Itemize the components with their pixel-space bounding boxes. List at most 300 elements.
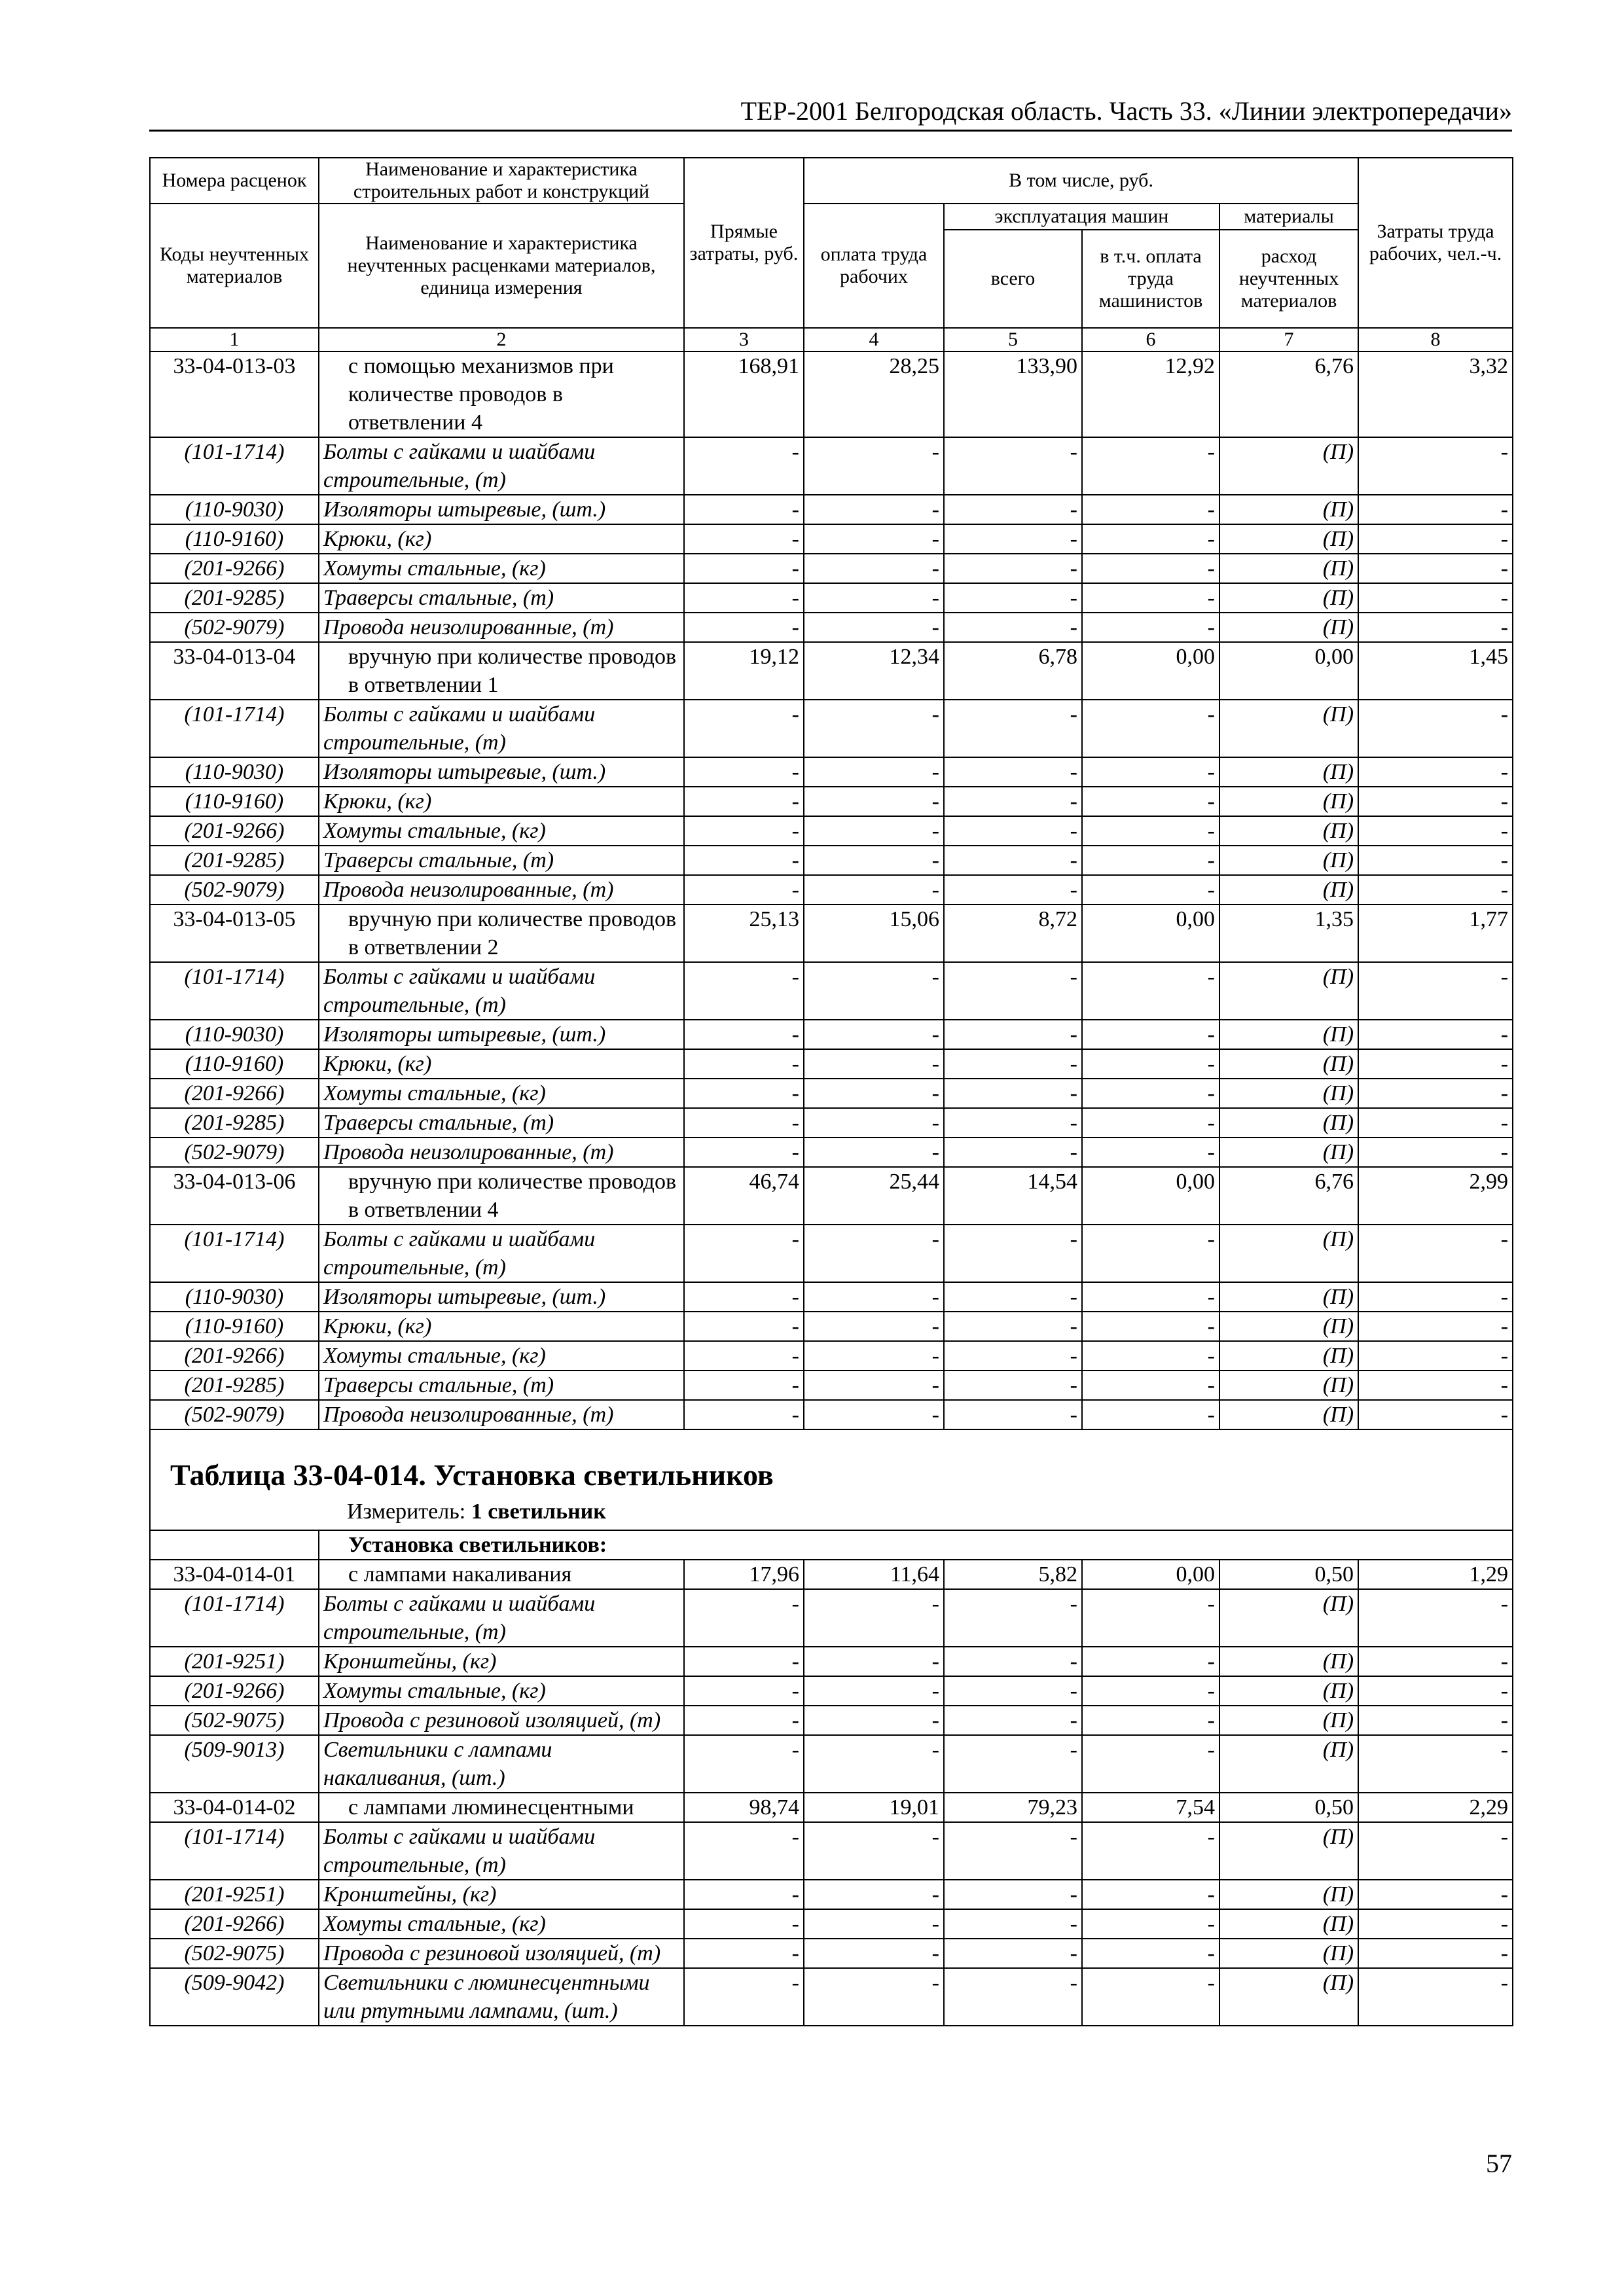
material-mark: (П) bbox=[1219, 524, 1358, 554]
material-mark: (П) bbox=[1219, 1282, 1358, 1312]
dash-placeholder: - bbox=[804, 1079, 944, 1108]
head-labor: Затраты труда рабочих, чел.-ч. bbox=[1358, 158, 1513, 328]
dash-placeholder: - bbox=[1358, 583, 1513, 613]
col-num: 2 bbox=[319, 328, 684, 351]
material-row bbox=[150, 554, 1513, 583]
dash-placeholder: - bbox=[684, 846, 804, 875]
dash-placeholder: - bbox=[1358, 1735, 1513, 1793]
dash-placeholder: - bbox=[1358, 787, 1513, 816]
dash-placeholder: - bbox=[684, 583, 804, 613]
rate-row bbox=[150, 1167, 1513, 1225]
rate-name: с помощью механизмов при количестве проводов в ответвлении 4 bbox=[319, 351, 684, 437]
material-mark: (П) bbox=[1219, 787, 1358, 816]
dash-placeholder: - bbox=[944, 495, 1082, 524]
dash-placeholder: - bbox=[1082, 1735, 1219, 1793]
material-row bbox=[150, 437, 1513, 495]
dash-placeholder: - bbox=[944, 700, 1082, 757]
material-name: Провода неизолированные, (т) bbox=[319, 613, 684, 642]
dash-placeholder: - bbox=[684, 1341, 804, 1371]
dash-placeholder: - bbox=[804, 1049, 944, 1079]
dash-placeholder: - bbox=[804, 1939, 944, 1968]
dash-placeholder: - bbox=[1082, 1312, 1219, 1341]
machines-cost: 14,54 bbox=[944, 1167, 1082, 1225]
material-row bbox=[150, 1312, 1513, 1341]
material-code: (201-9285) bbox=[150, 846, 319, 875]
material-row bbox=[150, 613, 1513, 642]
material-row bbox=[150, 1079, 1513, 1108]
dash-placeholder: - bbox=[684, 1400, 804, 1429]
head-name-mats: Наименование и характеристика неучтенных расценками материалов, единица измерения bbox=[319, 204, 684, 328]
dash-placeholder: - bbox=[944, 962, 1082, 1020]
dash-placeholder: - bbox=[1082, 757, 1219, 787]
col-num: 7 bbox=[1219, 328, 1358, 351]
dash-placeholder: - bbox=[1082, 1282, 1219, 1312]
material-code: (201-9266) bbox=[150, 816, 319, 846]
head-mat-usage: расход неучтенных материалов bbox=[1219, 230, 1358, 328]
dash-placeholder: - bbox=[1358, 1341, 1513, 1371]
head-total: всего bbox=[944, 230, 1082, 328]
dash-placeholder: - bbox=[1358, 1312, 1513, 1341]
material-row bbox=[150, 1371, 1513, 1400]
dash-placeholder: - bbox=[1358, 1079, 1513, 1108]
dash-placeholder: - bbox=[944, 875, 1082, 905]
rate-row bbox=[150, 905, 1513, 962]
dash-placeholder: - bbox=[804, 1312, 944, 1341]
dash-placeholder: - bbox=[1358, 757, 1513, 787]
material-code: (110-9030) bbox=[150, 757, 319, 787]
rate-code: 33-04-013-03 bbox=[150, 351, 319, 437]
material-row bbox=[150, 1225, 1513, 1282]
material-row bbox=[150, 1676, 1513, 1706]
dash-placeholder: - bbox=[944, 1020, 1082, 1049]
dash-placeholder: - bbox=[1082, 1108, 1219, 1138]
material-code: (110-9160) bbox=[150, 787, 319, 816]
dash-placeholder: - bbox=[1358, 816, 1513, 846]
materials-cost: 6,76 bbox=[1219, 351, 1358, 437]
measure-label: Измеритель: bbox=[347, 1499, 466, 1524]
dash-placeholder: - bbox=[944, 1049, 1082, 1079]
dash-placeholder: - bbox=[1082, 1939, 1219, 1968]
material-mark: (П) bbox=[1219, 1312, 1358, 1341]
col-num: 6 bbox=[1082, 328, 1219, 351]
material-row bbox=[150, 1968, 1513, 2026]
col-num: 4 bbox=[804, 328, 944, 351]
dash-placeholder: - bbox=[804, 1676, 944, 1706]
material-code: (502-9079) bbox=[150, 875, 319, 905]
wages-cost: 15,06 bbox=[804, 905, 944, 962]
labor-cost: 1,29 bbox=[1358, 1560, 1513, 1589]
material-mark: (П) bbox=[1219, 846, 1358, 875]
header-rule bbox=[149, 130, 1512, 132]
dash-placeholder: - bbox=[684, 1676, 804, 1706]
dash-placeholder: - bbox=[684, 1880, 804, 1909]
dash-placeholder: - bbox=[944, 1706, 1082, 1735]
wages-cost: 28,25 bbox=[804, 351, 944, 437]
dash-placeholder: - bbox=[1358, 1589, 1513, 1647]
dash-placeholder: - bbox=[684, 613, 804, 642]
material-mark: (П) bbox=[1219, 1020, 1358, 1049]
dash-placeholder: - bbox=[1358, 1822, 1513, 1880]
dash-placeholder: - bbox=[944, 1968, 1082, 2026]
dash-placeholder: - bbox=[1358, 613, 1513, 642]
dash-placeholder: - bbox=[1082, 583, 1219, 613]
section-subheading: Установка светильников: bbox=[319, 1530, 1513, 1560]
rate-name: вручную при количестве проводов в ответвлении 2 bbox=[319, 905, 684, 962]
dash-placeholder: - bbox=[804, 1909, 944, 1939]
dash-placeholder: - bbox=[804, 554, 944, 583]
material-name: Светильники с лампами накаливания, (шт.) bbox=[319, 1735, 684, 1793]
dash-placeholder: - bbox=[1082, 1968, 1219, 2026]
dash-placeholder: - bbox=[684, 787, 804, 816]
material-mark: (П) bbox=[1219, 1880, 1358, 1909]
rate-row bbox=[150, 1793, 1513, 1822]
dash-placeholder: - bbox=[1358, 495, 1513, 524]
dash-placeholder: - bbox=[804, 1706, 944, 1735]
material-code: (502-9075) bbox=[150, 1706, 319, 1735]
material-name: Провода с резиновой изоляцией, (т) bbox=[319, 1939, 684, 1968]
labor-cost: 3,32 bbox=[1358, 351, 1513, 437]
col-num: 5 bbox=[944, 328, 1082, 351]
dash-placeholder: - bbox=[804, 1020, 944, 1049]
head-wages: оплата труда рабочих bbox=[804, 204, 944, 328]
material-row bbox=[150, 787, 1513, 816]
material-row bbox=[150, 1880, 1513, 1909]
material-mark: (П) bbox=[1219, 1822, 1358, 1880]
mach-wages-cost: 0,00 bbox=[1082, 905, 1219, 962]
material-mark: (П) bbox=[1219, 1108, 1358, 1138]
rate-name: с лампами люминесцентными bbox=[319, 1793, 684, 1822]
material-row bbox=[150, 495, 1513, 524]
material-code: (201-9266) bbox=[150, 1079, 319, 1108]
head-codes: Коды неучтенных материалов bbox=[150, 204, 319, 328]
material-name: Провода с резиновой изоляцией, (т) bbox=[319, 1706, 684, 1735]
table-body-014 bbox=[150, 1560, 1513, 2026]
material-mark: (П) bbox=[1219, 1735, 1358, 1793]
wages-cost: 25,44 bbox=[804, 1167, 944, 1225]
dash-placeholder: - bbox=[684, 816, 804, 846]
head-name-works: Наименование и характеристика строительных работ и конструкций bbox=[319, 158, 684, 204]
dash-placeholder: - bbox=[804, 757, 944, 787]
material-code: (201-9285) bbox=[150, 1371, 319, 1400]
col-num: 3 bbox=[684, 328, 804, 351]
dash-placeholder: - bbox=[1358, 1968, 1513, 2026]
dash-placeholder: - bbox=[1082, 437, 1219, 495]
material-code: (110-9160) bbox=[150, 1049, 319, 1079]
head-materials: материалы bbox=[1219, 204, 1358, 230]
dash-placeholder: - bbox=[684, 1371, 804, 1400]
dash-placeholder: - bbox=[1358, 1371, 1513, 1400]
material-name: Болты с гайками и шайбами строительные, (т) bbox=[319, 1589, 684, 1647]
rate-row bbox=[150, 1560, 1513, 1589]
machines-cost: 133,90 bbox=[944, 351, 1082, 437]
machines-cost: 79,23 bbox=[944, 1793, 1082, 1822]
dash-placeholder: - bbox=[684, 757, 804, 787]
material-name: Хомуты стальные, (кг) bbox=[319, 1909, 684, 1939]
material-code: (502-9079) bbox=[150, 1400, 319, 1429]
material-name: Провода неизолированные, (т) bbox=[319, 875, 684, 905]
machines-cost: 8,72 bbox=[944, 905, 1082, 962]
material-name: Траверсы стальные, (т) bbox=[319, 1371, 684, 1400]
wages-cost: 12,34 bbox=[804, 642, 944, 700]
dash-placeholder: - bbox=[944, 1282, 1082, 1312]
material-name: Светильники с люминесцентными или ртутными лампами, (шт.) bbox=[319, 1968, 684, 2026]
dash-placeholder: - bbox=[944, 437, 1082, 495]
dash-placeholder: - bbox=[684, 1049, 804, 1079]
dash-placeholder: - bbox=[944, 1138, 1082, 1167]
dash-placeholder: - bbox=[1358, 1880, 1513, 1909]
material-mark: (П) bbox=[1219, 1676, 1358, 1706]
material-row bbox=[150, 1939, 1513, 1968]
material-row bbox=[150, 1108, 1513, 1138]
dash-placeholder: - bbox=[804, 816, 944, 846]
page-number: 57 bbox=[1486, 2149, 1512, 2178]
material-row bbox=[150, 757, 1513, 787]
material-row bbox=[150, 1138, 1513, 1167]
dash-placeholder: - bbox=[804, 1968, 944, 2026]
dash-placeholder: - bbox=[1358, 700, 1513, 757]
material-code: (101-1714) bbox=[150, 700, 319, 757]
rate-code: 33-04-014-01 bbox=[150, 1560, 319, 1589]
dash-placeholder: - bbox=[804, 1138, 944, 1167]
dash-placeholder: - bbox=[1358, 1400, 1513, 1429]
material-mark: (П) bbox=[1219, 1647, 1358, 1676]
head-nums-rates: Номера расценок bbox=[150, 158, 319, 204]
dash-placeholder: - bbox=[1082, 846, 1219, 875]
wages-cost: 11,64 bbox=[804, 1560, 944, 1589]
dash-placeholder: - bbox=[1082, 1138, 1219, 1167]
dash-placeholder: - bbox=[804, 846, 944, 875]
dash-placeholder: - bbox=[1082, 613, 1219, 642]
dash-placeholder: - bbox=[1082, 816, 1219, 846]
dash-placeholder: - bbox=[804, 524, 944, 554]
material-row bbox=[150, 1049, 1513, 1079]
dash-placeholder: - bbox=[684, 495, 804, 524]
dash-placeholder: - bbox=[1082, 1341, 1219, 1371]
rate-name: вручную при количестве проводов в ответвлении 4 bbox=[319, 1167, 684, 1225]
dash-placeholder: - bbox=[684, 1822, 804, 1880]
dash-placeholder: - bbox=[944, 816, 1082, 846]
dash-placeholder: - bbox=[1082, 1706, 1219, 1735]
material-name: Болты с гайками и шайбами строительные, (т) bbox=[319, 437, 684, 495]
material-mark: (П) bbox=[1219, 554, 1358, 583]
material-row bbox=[150, 1706, 1513, 1735]
dash-placeholder: - bbox=[804, 1822, 944, 1880]
material-mark: (П) bbox=[1219, 1968, 1358, 2026]
material-row bbox=[150, 1735, 1513, 1793]
material-row bbox=[150, 875, 1513, 905]
materials-cost: 0,50 bbox=[1219, 1793, 1358, 1822]
dash-placeholder: - bbox=[944, 1589, 1082, 1647]
dash-placeholder: - bbox=[804, 495, 944, 524]
material-mark: (П) bbox=[1219, 1939, 1358, 1968]
material-mark: (П) bbox=[1219, 1400, 1358, 1429]
dash-placeholder: - bbox=[1358, 1676, 1513, 1706]
dash-placeholder: - bbox=[1358, 524, 1513, 554]
dash-placeholder: - bbox=[1358, 1909, 1513, 1939]
dash-placeholder: - bbox=[1082, 875, 1219, 905]
dash-placeholder: - bbox=[684, 700, 804, 757]
material-name: Крюки, (кг) bbox=[319, 1312, 684, 1341]
dash-placeholder: - bbox=[944, 524, 1082, 554]
material-name: Крюки, (кг) bbox=[319, 1049, 684, 1079]
dash-placeholder: - bbox=[684, 1939, 804, 1968]
material-code: (509-9042) bbox=[150, 1968, 319, 2026]
head-direct: Прямые затраты, руб. bbox=[684, 158, 804, 328]
material-name: Провода неизолированные, (т) bbox=[319, 1138, 684, 1167]
material-code: (110-9160) bbox=[150, 1312, 319, 1341]
dash-placeholder: - bbox=[804, 875, 944, 905]
dash-placeholder: - bbox=[804, 1341, 944, 1371]
dash-placeholder: - bbox=[804, 1880, 944, 1909]
dash-placeholder: - bbox=[684, 962, 804, 1020]
material-name: Болты с гайками и шайбами строительные, (т) bbox=[319, 962, 684, 1020]
dash-placeholder: - bbox=[684, 524, 804, 554]
dash-placeholder: - bbox=[684, 1282, 804, 1312]
dash-placeholder: - bbox=[944, 1108, 1082, 1138]
dash-placeholder: - bbox=[1358, 1049, 1513, 1079]
material-mark: (П) bbox=[1219, 1589, 1358, 1647]
material-code: (201-9266) bbox=[150, 554, 319, 583]
dash-placeholder: - bbox=[944, 1341, 1082, 1371]
material-row bbox=[150, 1341, 1513, 1371]
head-incl-mach: в т.ч. оплата труда машинистов bbox=[1082, 230, 1219, 328]
material-mark: (П) bbox=[1219, 700, 1358, 757]
table-body-013 bbox=[150, 351, 1513, 1429]
subheading-empty bbox=[150, 1530, 319, 1560]
dash-placeholder: - bbox=[944, 787, 1082, 816]
rate-row bbox=[150, 351, 1513, 437]
dash-placeholder: - bbox=[1082, 495, 1219, 524]
head-including: В том числе, руб. bbox=[804, 158, 1358, 204]
dash-placeholder: - bbox=[944, 1312, 1082, 1341]
material-name: Хомуты стальные, (кг) bbox=[319, 1079, 684, 1108]
rate-code: 33-04-013-05 bbox=[150, 905, 319, 962]
dash-placeholder: - bbox=[684, 1312, 804, 1341]
labor-cost: 2,99 bbox=[1358, 1167, 1513, 1225]
material-name: Крюки, (кг) bbox=[319, 787, 684, 816]
section-header bbox=[150, 1429, 1513, 1530]
materials-cost: 6,76 bbox=[1219, 1167, 1358, 1225]
material-row bbox=[150, 1909, 1513, 1939]
direct-cost: 46,74 bbox=[684, 1167, 804, 1225]
material-code: (110-9030) bbox=[150, 1020, 319, 1049]
material-name: Траверсы стальные, (т) bbox=[319, 846, 684, 875]
dash-placeholder: - bbox=[804, 1371, 944, 1400]
dash-placeholder: - bbox=[1082, 1880, 1219, 1909]
direct-cost: 19,12 bbox=[684, 642, 804, 700]
dash-placeholder: - bbox=[944, 846, 1082, 875]
material-row bbox=[150, 1400, 1513, 1429]
dash-placeholder: - bbox=[1358, 1020, 1513, 1049]
dash-placeholder: - bbox=[804, 962, 944, 1020]
material-mark: (П) bbox=[1219, 1225, 1358, 1282]
machines-cost: 6,78 bbox=[944, 642, 1082, 700]
dash-placeholder: - bbox=[684, 1225, 804, 1282]
dash-placeholder: - bbox=[1082, 1589, 1219, 1647]
material-mark: (П) bbox=[1219, 962, 1358, 1020]
materials-cost: 0,00 bbox=[1219, 642, 1358, 700]
material-code: (101-1714) bbox=[150, 437, 319, 495]
material-code: (509-9013) bbox=[150, 1735, 319, 1793]
dash-placeholder: - bbox=[944, 1909, 1082, 1939]
dash-placeholder: - bbox=[944, 1880, 1082, 1909]
material-mark: (П) bbox=[1219, 1909, 1358, 1939]
dash-placeholder: - bbox=[1082, 1371, 1219, 1400]
measure-value: 1 светильник bbox=[471, 1499, 606, 1524]
dash-placeholder: - bbox=[1082, 700, 1219, 757]
material-name: Изоляторы штыревые, (шт.) bbox=[319, 1282, 684, 1312]
dash-placeholder: - bbox=[944, 757, 1082, 787]
machines-cost: 5,82 bbox=[944, 1560, 1082, 1589]
material-name: Траверсы стальные, (т) bbox=[319, 1108, 684, 1138]
materials-cost: 1,35 bbox=[1219, 905, 1358, 962]
dash-placeholder: - bbox=[1358, 875, 1513, 905]
material-row bbox=[150, 1282, 1513, 1312]
material-mark: (П) bbox=[1219, 757, 1358, 787]
table-header bbox=[150, 158, 1513, 351]
material-code: (110-9030) bbox=[150, 1282, 319, 1312]
dash-placeholder: - bbox=[684, 875, 804, 905]
material-name: Изоляторы штыревые, (шт.) bbox=[319, 1020, 684, 1049]
material-code: (502-9079) bbox=[150, 613, 319, 642]
material-code: (201-9285) bbox=[150, 1108, 319, 1138]
dash-placeholder: - bbox=[1358, 1939, 1513, 1968]
dash-placeholder: - bbox=[944, 1939, 1082, 1968]
material-mark: (П) bbox=[1219, 437, 1358, 495]
rate-name: с лампами накаливания bbox=[319, 1560, 684, 1589]
material-name: Болты с гайками и шайбами строительные, (т) bbox=[319, 1822, 684, 1880]
dash-placeholder: - bbox=[1358, 1225, 1513, 1282]
material-mark: (П) bbox=[1219, 1079, 1358, 1108]
section-block bbox=[150, 1429, 1513, 1560]
direct-cost: 25,13 bbox=[684, 905, 804, 962]
direct-cost: 17,96 bbox=[684, 1560, 804, 1589]
dash-placeholder: - bbox=[684, 1138, 804, 1167]
material-code: (110-9160) bbox=[150, 524, 319, 554]
material-name: Хомуты стальные, (кг) bbox=[319, 1676, 684, 1706]
labor-cost: 1,45 bbox=[1358, 642, 1513, 700]
dash-placeholder: - bbox=[944, 554, 1082, 583]
material-name: Крюки, (кг) bbox=[319, 524, 684, 554]
dash-placeholder: - bbox=[944, 1822, 1082, 1880]
col-num: 1 bbox=[150, 328, 319, 351]
material-name: Хомуты стальные, (кг) bbox=[319, 554, 684, 583]
dash-placeholder: - bbox=[1082, 1020, 1219, 1049]
material-mark: (П) bbox=[1219, 1341, 1358, 1371]
dash-placeholder: - bbox=[684, 1108, 804, 1138]
page-header: ТЕР-2001 Белгородская область. Часть 33. «Линии электропередачи» bbox=[740, 96, 1512, 126]
dash-placeholder: - bbox=[804, 613, 944, 642]
material-code: (201-9251) bbox=[150, 1880, 319, 1909]
material-name: Хомуты стальные, (кг) bbox=[319, 816, 684, 846]
section-measure bbox=[151, 1498, 1512, 1530]
dash-placeholder: - bbox=[804, 1108, 944, 1138]
dash-placeholder: - bbox=[1358, 1282, 1513, 1312]
material-row bbox=[150, 1020, 1513, 1049]
material-row bbox=[150, 962, 1513, 1020]
mach-wages-cost: 7,54 bbox=[1082, 1793, 1219, 1822]
mach-wages-cost: 0,00 bbox=[1082, 642, 1219, 700]
dash-placeholder: - bbox=[944, 613, 1082, 642]
dash-placeholder: - bbox=[1082, 1909, 1219, 1939]
materials-cost: 0,50 bbox=[1219, 1560, 1358, 1589]
dash-placeholder: - bbox=[804, 1589, 944, 1647]
wages-cost: 19,01 bbox=[804, 1793, 944, 1822]
dash-placeholder: - bbox=[804, 1735, 944, 1793]
head-machines: эксплуатация машин bbox=[944, 204, 1219, 230]
material-row bbox=[150, 1589, 1513, 1647]
material-row bbox=[150, 1647, 1513, 1676]
